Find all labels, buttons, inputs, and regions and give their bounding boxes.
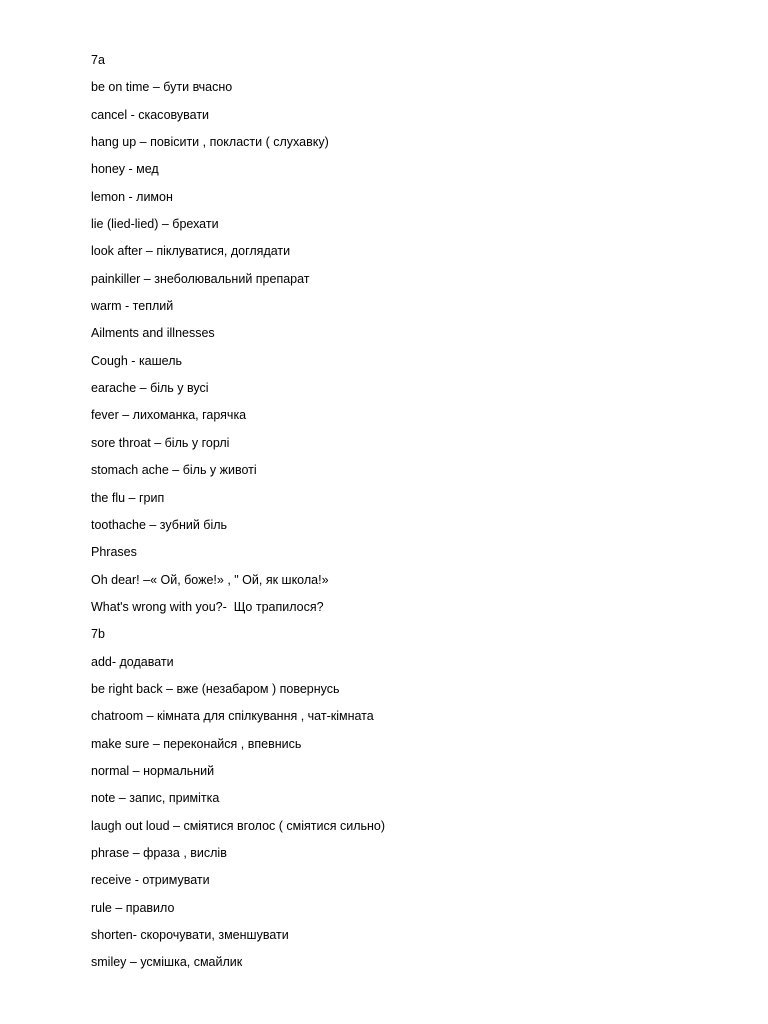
vocab-line: What's wrong with you?- Що трапилося? bbox=[91, 599, 324, 614]
subheading-ailments: Ailments and illnesses bbox=[91, 326, 215, 341]
vocab-line: Cough - кашель bbox=[91, 353, 183, 368]
vocab-line: normal – нормальний bbox=[91, 763, 215, 778]
vocab-line: the flu – грип bbox=[91, 490, 165, 505]
vocab-line: smiley – усмішка, смайлик bbox=[91, 955, 243, 970]
vocab-line: be right back – вже (незабаром ) повернусь bbox=[91, 681, 340, 696]
vocab-line: hang up – повісити , покласти ( слухавку) bbox=[91, 135, 329, 150]
vocab-line: painkiller – знеболювальний препарат bbox=[91, 271, 310, 286]
vocab-line: note – запис, примітка bbox=[91, 791, 220, 806]
vocab-line: receive - отримувати bbox=[91, 873, 210, 888]
vocab-line: honey - мед bbox=[91, 162, 159, 177]
vocab-line: chatroom – кімната для спілкування , чат-кімната bbox=[91, 709, 374, 724]
vocab-line: laugh out loud – сміятися вголос ( сміятися сильно) bbox=[91, 818, 386, 833]
section-heading-7a: 7a bbox=[91, 53, 105, 67]
vocab-line: toothache – зубний біль bbox=[91, 517, 228, 532]
vocab-line: rule – правило bbox=[91, 900, 175, 915]
vocab-line: fever – лихоманка, гарячка bbox=[91, 408, 247, 423]
vocab-line: cancel - скасовувати bbox=[91, 107, 210, 122]
vocab-line: lemon - лимон bbox=[91, 189, 173, 204]
vocab-line: warm - теплий bbox=[91, 299, 174, 314]
vocab-line: phrase – фраза , вислів bbox=[91, 845, 227, 860]
vocab-line: sore throat – біль у горлі bbox=[91, 435, 230, 450]
section-heading-7b: 7b bbox=[91, 627, 105, 642]
vocab-line: look after – піклуватися, доглядати bbox=[91, 244, 291, 259]
vocab-line: make sure – переконайся , впевнись bbox=[91, 736, 302, 751]
vocab-line: add- додавати bbox=[91, 654, 174, 669]
vocab-line: be on time – бути вчасно bbox=[91, 80, 233, 95]
vocab-line: lie (lied-lied) – брехати bbox=[91, 217, 219, 232]
vocab-line: Oh dear! –« Ой, боже!» , " Ой, як школа!» bbox=[91, 572, 329, 587]
vocab-line: stomach ache – біль у животі bbox=[91, 463, 257, 478]
vocab-line: earache – біль у вусі bbox=[91, 381, 209, 396]
vocab-line: shorten- скорочувати, зменшувати bbox=[91, 928, 289, 942]
subheading-phrases: Phrases bbox=[91, 545, 137, 560]
vocabulary-list bbox=[91, 51, 385, 981]
